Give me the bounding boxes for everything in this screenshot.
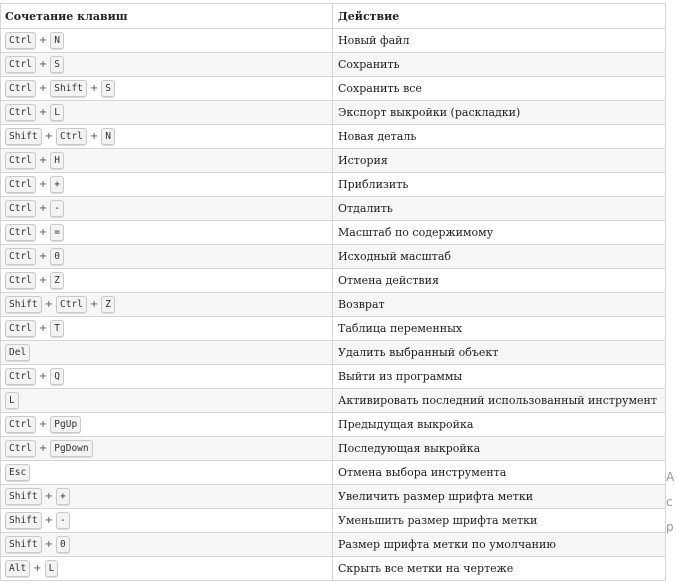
key-combination (5, 80, 115, 97)
key-cap: Shift (5, 488, 42, 505)
key-combination (5, 56, 64, 73)
shortcut-cell (1, 557, 333, 581)
key-combination (5, 416, 81, 433)
table-row (1, 317, 666, 341)
key-cap: Ctrl (5, 416, 36, 433)
key-combination (5, 248, 64, 265)
key-cap: Shift (5, 128, 42, 145)
key-combination (5, 488, 70, 505)
action-cell: Новый файл (333, 29, 666, 53)
plus-separator: + (38, 155, 48, 166)
action-cell: Экспорт выкройки (раскладки) (333, 101, 666, 125)
shortcut-cell (1, 245, 333, 269)
key-cap: L (5, 392, 19, 409)
key-combination (5, 200, 64, 217)
shortcut-cell (1, 53, 333, 77)
key-combination (5, 320, 64, 337)
action-cell: Последующая выкройка (333, 437, 666, 461)
table-row (1, 461, 666, 485)
key-cap: Z (50, 272, 64, 289)
action-cell: Сохранить все (333, 77, 666, 101)
key-combination (5, 512, 70, 529)
shortcut-cell (1, 29, 333, 53)
plus-separator: + (44, 299, 53, 310)
key-cap: Ctrl (56, 296, 87, 313)
action-cell: Уменьшить размер шрифта метки (333, 509, 666, 533)
plus-separator: + (44, 131, 53, 142)
table-row (1, 365, 666, 389)
plus-separator: + (44, 539, 53, 550)
table-row (1, 77, 666, 101)
key-cap: Ctrl (56, 128, 87, 145)
key-cap: Esc (5, 464, 30, 481)
key-cap: PgDown (50, 440, 92, 457)
plus-separator: + (38, 275, 48, 286)
edge-glyph: р (666, 520, 674, 534)
shortcut-cell (1, 533, 333, 557)
table-row (1, 173, 666, 197)
key-cap: H (50, 152, 64, 169)
plus-separator: + (89, 83, 99, 94)
key-combination (5, 344, 30, 361)
action-cell: Удалить выбранный объект (333, 341, 666, 365)
plus-separator: + (44, 515, 53, 526)
key-cap: Ctrl (5, 80, 36, 97)
key-cap: S (101, 80, 115, 97)
action-cell: Новая деталь (333, 125, 666, 149)
key-cap: 0 (56, 536, 70, 553)
plus-separator: + (38, 107, 48, 118)
key-cap: Shift (50, 80, 87, 97)
plus-separator: + (38, 251, 48, 262)
key-cap: T (50, 320, 64, 337)
action-cell: Отдалить (333, 197, 666, 221)
table-row (1, 485, 666, 509)
key-cap: Ctrl (5, 272, 36, 289)
shortcut-cell (1, 509, 333, 533)
key-cap: 0 (50, 248, 64, 265)
action-cell: Таблица переменных (333, 317, 666, 341)
table-row (1, 101, 666, 125)
key-cap: = (50, 224, 64, 241)
shortcut-cell (1, 197, 333, 221)
shortcut-cell (1, 317, 333, 341)
key-combination (5, 176, 64, 193)
key-cap: Ctrl (5, 32, 36, 49)
plus-separator: + (44, 491, 53, 502)
key-combination (5, 224, 64, 241)
action-cell: Активировать последний использованный инструмент (333, 389, 666, 413)
table-row (1, 125, 666, 149)
table-body (1, 29, 666, 581)
plus-separator: + (38, 419, 48, 430)
table-row (1, 149, 666, 173)
shortcut-cell (1, 437, 333, 461)
key-cap: Alt (5, 560, 30, 577)
key-cap: Q (50, 368, 64, 385)
table-row (1, 221, 666, 245)
key-combination (5, 104, 64, 121)
key-cap: Ctrl (5, 56, 36, 73)
key-cap: Shift (5, 512, 42, 529)
action-cell: История (333, 149, 666, 173)
key-combination (5, 464, 30, 481)
shortcut-cell (1, 77, 333, 101)
key-combination (5, 32, 64, 49)
shortcut-cell (1, 485, 333, 509)
key-cap: Ctrl (5, 200, 36, 217)
key-cap: L (45, 560, 59, 577)
plus-separator: + (38, 59, 48, 70)
key-combination (5, 536, 70, 553)
action-cell: Сохранить (333, 53, 666, 77)
table-row (1, 29, 666, 53)
key-cap: Ctrl (5, 104, 36, 121)
plus-separator: + (38, 83, 48, 94)
shortcut-cell (1, 389, 333, 413)
plus-separator: + (38, 323, 48, 334)
plus-separator: + (38, 179, 48, 190)
table-row (1, 509, 666, 533)
table-row (1, 389, 666, 413)
key-combination (5, 392, 19, 409)
key-cap: + (56, 488, 70, 505)
shortcut-cell (1, 173, 333, 197)
table-row (1, 341, 666, 365)
action-cell: Увеличить размер шрифта метки (333, 485, 666, 509)
table-row (1, 533, 666, 557)
key-combination (5, 128, 115, 145)
shortcut-cell (1, 413, 333, 437)
key-cap: L (50, 104, 64, 121)
action-cell: Приблизить (333, 173, 666, 197)
plus-separator: + (38, 443, 48, 454)
action-cell: Отмена выбора инструмента (333, 461, 666, 485)
action-cell: Выйти из программы (333, 365, 666, 389)
header-action: Действие (333, 4, 666, 29)
key-cap: Ctrl (5, 368, 36, 385)
shortcut-cell (1, 341, 333, 365)
action-cell: Возврат (333, 293, 666, 317)
action-cell: Исходный масштаб (333, 245, 666, 269)
key-cap: Ctrl (5, 320, 36, 337)
key-cap: Shift (5, 536, 42, 553)
shortcut-cell (1, 365, 333, 389)
key-cap: - (56, 512, 70, 529)
plus-separator: + (38, 35, 48, 46)
key-cap: Ctrl (5, 152, 36, 169)
shortcuts-table (0, 3, 666, 581)
plus-separator: + (38, 203, 48, 214)
header-shortcut: Сочетание клавиш (1, 4, 333, 29)
table-row (1, 413, 666, 437)
table-row (1, 437, 666, 461)
key-combination (5, 440, 93, 457)
plus-separator: + (33, 563, 42, 574)
key-combination (5, 272, 64, 289)
edge-glyph: А (666, 470, 675, 484)
shortcut-cell (1, 221, 333, 245)
action-cell: Скрыть все метки на чертеже (333, 557, 666, 581)
key-cap: S (50, 56, 64, 73)
key-cap: Del (5, 344, 30, 361)
key-cap: Ctrl (5, 248, 36, 265)
plus-separator: + (89, 131, 99, 142)
key-cap: PgUp (50, 416, 81, 433)
action-cell: Масштаб по содержимому (333, 221, 666, 245)
key-cap: Ctrl (5, 176, 36, 193)
key-combination (5, 296, 115, 313)
shortcut-cell (1, 125, 333, 149)
table-row (1, 269, 666, 293)
key-cap: Z (101, 296, 115, 313)
shortcut-cell (1, 269, 333, 293)
key-combination (5, 368, 64, 385)
key-cap: + (50, 176, 64, 193)
table-row (1, 197, 666, 221)
shortcut-cell (1, 101, 333, 125)
key-cap: Shift (5, 296, 42, 313)
key-cap: Ctrl (5, 224, 36, 241)
action-cell: Размер шрифта метки по умолчанию (333, 533, 666, 557)
plus-separator: + (38, 227, 48, 238)
key-cap: - (50, 200, 64, 217)
shortcut-cell (1, 461, 333, 485)
action-cell: Отмена действия (333, 269, 666, 293)
table-row (1, 245, 666, 269)
key-combination (5, 152, 64, 169)
header-row (1, 4, 666, 29)
plus-separator: + (38, 371, 48, 382)
table-row (1, 293, 666, 317)
key-cap: N (50, 32, 64, 49)
shortcut-cell (1, 293, 333, 317)
key-cap: Ctrl (5, 440, 36, 457)
table-row (1, 557, 666, 581)
edge-glyph: с (666, 495, 673, 509)
table-row (1, 53, 666, 77)
shortcut-cell (1, 149, 333, 173)
key-cap: N (101, 128, 115, 145)
plus-separator: + (89, 299, 99, 310)
action-cell: Предыдущая выкройка (333, 413, 666, 437)
key-combination (5, 560, 58, 577)
